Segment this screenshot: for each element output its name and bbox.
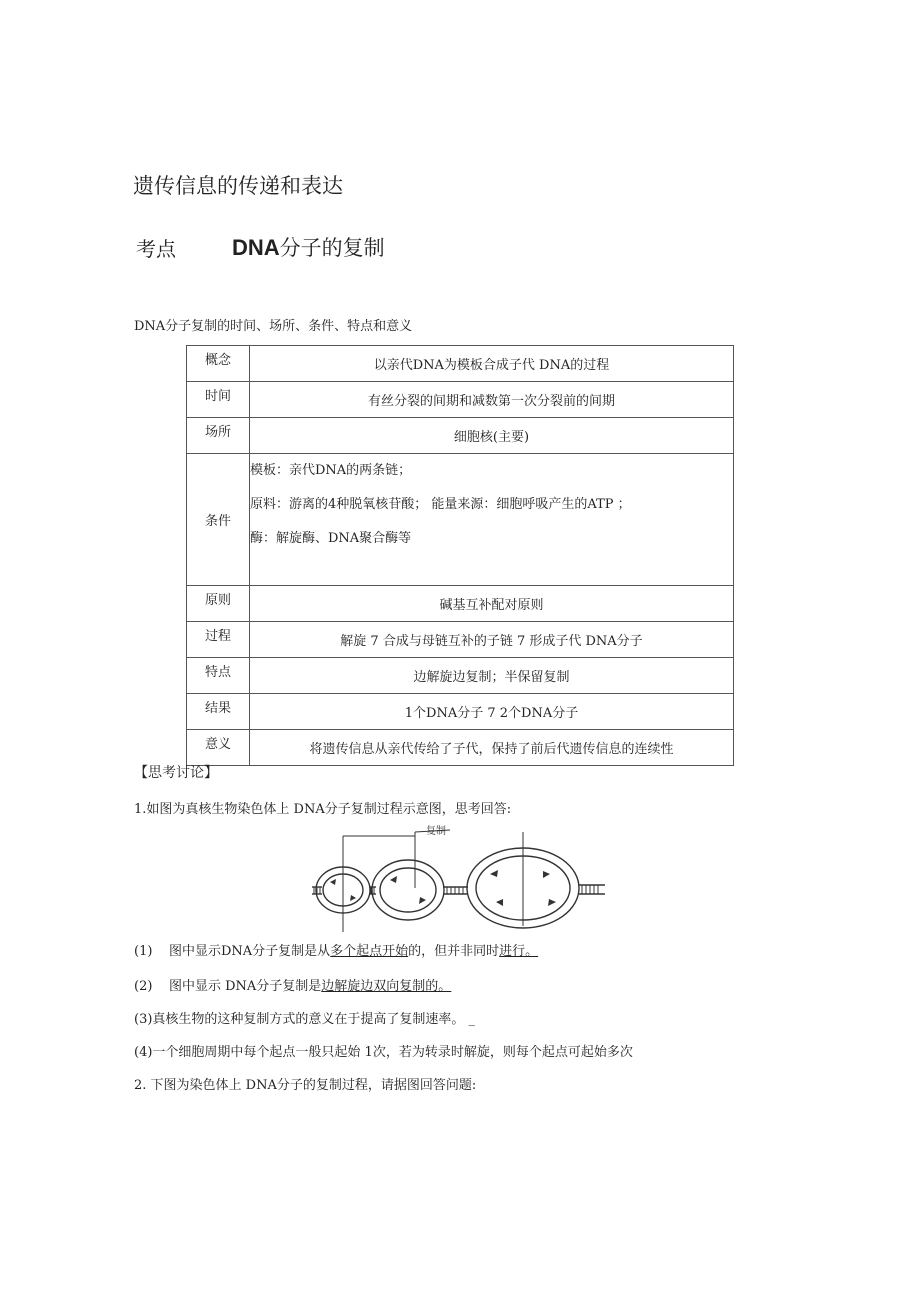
condition-template: 模板：亲代DNA的两条链； [250, 463, 412, 478]
replication-info-table [186, 345, 734, 766]
table-row [187, 730, 734, 766]
table-caption: DNA分子复制的时间、场所、条件、特点和意义 [134, 319, 413, 334]
table-row [187, 454, 734, 586]
discussion-heading: 【思考讨论】 [134, 765, 218, 781]
table-row [187, 382, 734, 418]
document-title: 遗传信息的传递和表达 [133, 174, 343, 198]
table-row [187, 658, 734, 694]
question-1: 1.如图为真核生物染色体上 DNA分子复制过程示意图，思考回答: [134, 802, 512, 817]
answer-2-underlined: 边解旋边双向复制的。 [321, 979, 452, 994]
section-title-rest: 分子的复制 [279, 236, 385, 260]
row-value: 细胞核(主要) [250, 418, 734, 454]
table-row [187, 694, 734, 730]
row-label: 概念 [187, 346, 250, 382]
section-prefix: 考点 [136, 237, 176, 261]
row-value: 解旋 7 合成与母链互补的子链 7 形成子代 DNA分子 [250, 622, 734, 658]
diagram-label: 复制 [426, 826, 446, 837]
row-label: 意义 [187, 730, 250, 766]
row-value: 边解旋边复制；半保留复制 [250, 658, 734, 694]
row-label: 原则 [187, 586, 250, 622]
answer-2-pre: 图中显示 DNA分子复制是 [168, 979, 322, 994]
condition-material: 原料：游离的4种脱氧核苷酸； 能量来源：细胞呼吸产生的ATP ； [250, 497, 631, 512]
row-label: 结果 [187, 694, 250, 730]
table-row [187, 622, 734, 658]
answer-4: (4)一个细胞周期中每个起点一般只起始 1次，若为转录时解旋，则每个起点可起始多次 [134, 1045, 633, 1060]
row-value: 有丝分裂的间期和减数第一次分裂前的间期 [250, 382, 734, 418]
row-label: 过程 [187, 622, 250, 658]
question-2: 2. 下图为染色体上 DNA分子的复制过程，请据图回答问题: [134, 1078, 477, 1093]
table-row [187, 346, 734, 382]
row-value: 碱基互补配对原则 [250, 586, 734, 622]
row-value: 以亲代DNA为模板合成子代 DNA的过程 [250, 346, 734, 382]
row-label: 场所 [187, 418, 250, 454]
row-label: 条件 [187, 454, 250, 586]
row-value: 1个DNA分子 7 2个DNA分子 [250, 694, 734, 730]
answer-1-mid: 的，但并非同时 [408, 944, 500, 959]
answer-2-number: (2) [134, 979, 153, 994]
row-value: 将遗传信息从亲代传给了子代，保持了前后代遗传信息的连续性 [250, 730, 734, 766]
section-title-dna: DNA [232, 235, 280, 260]
answer-1-number: (1) [134, 944, 153, 959]
dna-replication-bubbles-diagram [300, 822, 620, 934]
answer-3: (3)真核生物的这种复制方式的意义在于提高了复制速率。 _ [134, 1012, 476, 1027]
answer-1-pre: 图中显示DNA分子复制是从 [168, 944, 331, 959]
condition-enzyme: 酶：解旋酶、DNA聚合酶等 [250, 531, 412, 546]
answer-1-underlined-1: 多个起点开始 [330, 944, 409, 959]
row-value [250, 454, 734, 586]
answer-1-underlined-2: 进行。 [499, 944, 539, 959]
answer-1 [134, 940, 538, 959]
table-row [187, 586, 734, 622]
row-label: 时间 [187, 382, 250, 418]
row-label: 特点 [187, 658, 250, 694]
answer-2 [134, 975, 451, 994]
table-row [187, 418, 734, 454]
section-title [232, 232, 385, 262]
